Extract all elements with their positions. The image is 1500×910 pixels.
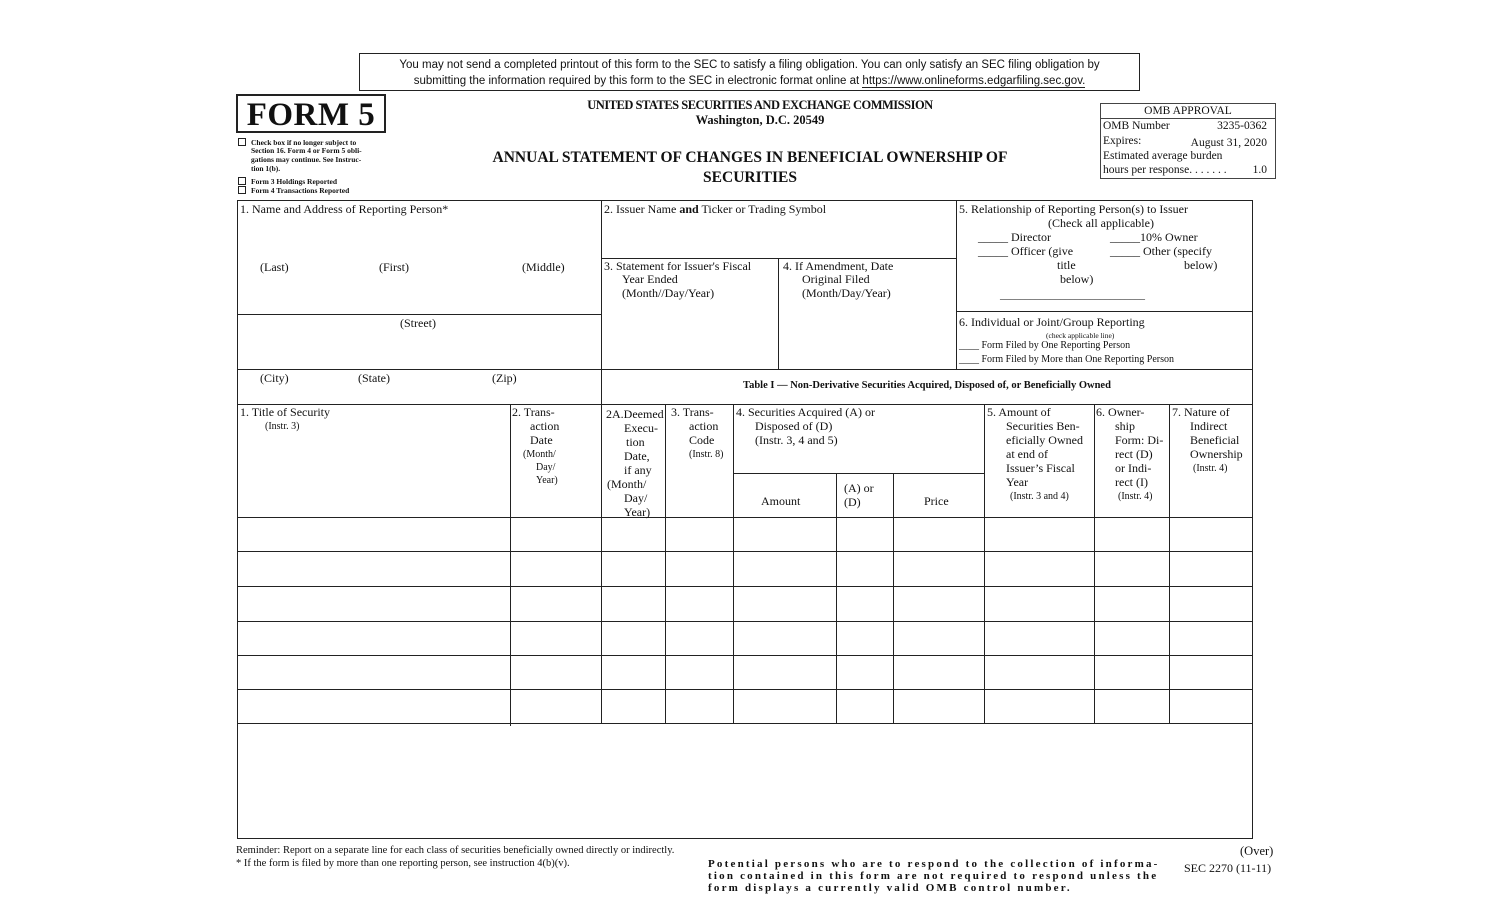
relationship-10pct-owner[interactable]: _____10% Owner (1110, 230, 1198, 244)
col6-header-1: 6. Owner- (1096, 405, 1145, 419)
divider-v-box3-box4 (778, 259, 779, 370)
checkbox-form3-holdings[interactable] (238, 177, 337, 186)
checkbox-form4-transactions[interactable] (238, 186, 349, 195)
table-row[interactable] (238, 551, 1253, 552)
omb-hours-value: 1.0 (1252, 164, 1267, 176)
col5-header-1: 5. Amount of (987, 405, 1051, 419)
name-middle-label: (Middle) (522, 260, 565, 274)
col2a-header-8: Year) (624, 505, 651, 519)
col6-header-6: rect (I) (1115, 475, 1148, 489)
notice-line-2 (360, 73, 1139, 89)
table1-title: Table I — Non-Derivative Securities Acquired, Disposed of, or Beneficially Owned (743, 380, 1111, 391)
col2a-header-2: Execu- (624, 421, 658, 435)
divider-v-col5 (984, 404, 985, 723)
potential-line-1: Potential persons who are to respond to the collection of informa- (708, 858, 1160, 870)
col7-header-5: (Instr. 4) (1193, 463, 1228, 474)
col2-header-5: Day/ (536, 462, 556, 473)
box2-title-part2: Ticker or Trading Symbol (698, 202, 827, 216)
form-grid (237, 200, 1253, 839)
col5-header-5: Issuer’s Fiscal (1006, 461, 1075, 475)
table-row[interactable] (238, 586, 1253, 587)
checkbox-label-form3: Form 3 Holdings Reported (251, 177, 338, 186)
filed-by-multiple-persons[interactable]: ____ Form Filed by More than One Reporting Person (959, 354, 1174, 365)
divider-h-col-header-bottom (238, 517, 1253, 518)
col2-header-2: action (530, 419, 560, 433)
statement-title-line-1: ANNUAL STATEMENT OF CHANGES IN BENEFICIAL OWNERSHIP OF (492, 149, 1008, 166)
col4-aord-header-2: (D) (844, 495, 861, 509)
col2a-header-7: Day/ (624, 491, 648, 505)
box2-title-part1: 2. Issuer Name (604, 202, 680, 216)
divider-v-box1-right (601, 201, 602, 723)
table-row[interactable] (238, 689, 1253, 690)
box6-title: 6. Individual or Joint/Group Reporting (959, 315, 1145, 329)
col2a-header-6: (Month/ (607, 477, 647, 491)
omb-number-label: OMB Number (1103, 120, 1170, 132)
divider-v-col2a (665, 404, 666, 723)
divider-v-box5-left (956, 201, 957, 369)
box2-title (604, 203, 826, 217)
col3-header-3: Code (689, 433, 715, 447)
name-first-label: (First) (379, 260, 409, 274)
col7-header-4: Ownership (1190, 447, 1243, 461)
street-label: (Street) (400, 316, 436, 330)
table-row[interactable] (238, 621, 1253, 622)
col3-header-1: 3. Trans- (671, 405, 714, 419)
checkbox-square-icon[interactable] (238, 138, 246, 146)
omb-hours-label: hours per response. . . . . . . (1103, 164, 1227, 176)
potential-line-2: tion contained in this form are not required to respond unless the (708, 870, 1159, 882)
divider-h-col4-sub (733, 473, 984, 474)
box4-line-1: 4. If Amendment, Date (783, 259, 894, 273)
box1-title: 1. Name and Address of Reporting Person* (240, 202, 449, 216)
col4-header-2: Disposed of (D) (755, 419, 833, 433)
checkbox-label-form4: Form 4 Transactions Reported (251, 186, 350, 195)
relationship-director[interactable]: _____ Director (978, 230, 1051, 244)
col4-price-header: Price (924, 494, 949, 508)
col5-header-7: (Instr. 3 and 4) (1010, 491, 1069, 502)
col3-header-4: (Instr. 8) (689, 449, 724, 460)
form-title: FORM 5 (236, 94, 386, 133)
col2a-header-1: 2A.Deemed (606, 407, 664, 421)
box2-title-and: and (679, 202, 699, 216)
officer-title-line[interactable]: _____________________________ (1000, 290, 1145, 301)
col6-header-5: or Indi- (1115, 461, 1152, 475)
divider-h-box5-bottom (956, 311, 1253, 312)
zip-label: (Zip) (492, 371, 517, 385)
divider-h-street-bottom (238, 369, 601, 370)
statement-title-line-2: SECURITIES (703, 169, 797, 186)
agency-header (520, 98, 1000, 128)
potential-line-3: form displays a currently valid OMB control number. (708, 882, 1072, 894)
over-label: (Over) (1240, 844, 1274, 858)
checkbox-label-1: Check box if no longer subject to (251, 138, 357, 147)
col2-header-6: Year) (536, 475, 558, 486)
col5-header-4: at end of (1006, 447, 1048, 461)
divider-v-col4-amount (836, 473, 837, 723)
box5-title: 5. Relationship of Reporting Person(s) to Issuer (959, 202, 1188, 216)
col2-header-1: 2. Trans- (512, 405, 555, 419)
name-last-label: (Last) (260, 260, 289, 274)
col7-header-2: Indirect (1190, 419, 1228, 433)
omb-expires-label: Expires: (1103, 135, 1142, 147)
relationship-other[interactable]: _____ Other (specify (1110, 244, 1212, 258)
col6-header-3: Form: Di- (1115, 433, 1164, 447)
col6-header-2: ship (1115, 419, 1136, 433)
col5-header-6: Year (1006, 475, 1029, 489)
notice-line-1: You may not send a completed printout of this form to the SEC to satisfy a filing obligation. You can only satisfy an SEC filing obligation by (399, 59, 1100, 71)
col6-header-7: (Instr. 4) (1118, 491, 1153, 502)
col2a-header-4: Date, (624, 449, 650, 463)
table-row[interactable] (238, 655, 1253, 656)
checkbox-label-line-2: Section 16. Form 4 or Form 5 obli- (251, 146, 362, 155)
agency-city: Washington, D.C. 20549 (695, 113, 825, 127)
omb-hours-row (1103, 164, 1267, 176)
omb-expires-value: August 31, 2020 (1190, 137, 1267, 149)
omb-burden-label: Estimated average burden (1103, 150, 1223, 162)
divider-v-col6 (1094, 404, 1095, 723)
box3-line-2: Year Ended (622, 272, 678, 286)
potential-persons-notice (708, 858, 1160, 894)
other-below-label: below) (1184, 258, 1218, 272)
box4-line-2: Original Filed (802, 272, 870, 286)
divider-v-col2 (510, 404, 511, 726)
footer-reminder: Reminder: Report on a separate line for each class of securities beneficially owned directly or indirectly. (236, 845, 675, 856)
table-row[interactable] (238, 723, 1253, 724)
col1-instr: (Instr. 3) (265, 421, 300, 432)
divider-v-col7 (1169, 404, 1170, 723)
col7-header-3: Beneficial (1190, 433, 1240, 447)
checkbox-label-line-3: gations may continue. See Instruc- (251, 155, 362, 164)
form-code: SEC 2270 (11-11) (1184, 861, 1272, 875)
col5-header-2: Securities Ben- (1006, 419, 1080, 433)
col4-header-1: 4. Securities Acquired (A) or (736, 405, 875, 419)
divider-v-col4-aord (893, 473, 894, 723)
relationship-officer[interactable]: _____ Officer (give (978, 244, 1074, 258)
col2a-header-3: tion (626, 435, 645, 449)
divider-h-table-title-top (601, 369, 1253, 370)
col2-header-3: Date (530, 433, 553, 447)
statement-title (430, 148, 1070, 188)
state-label: (State) (358, 371, 390, 385)
box4-line-3: (Month/Day/Year) (802, 286, 891, 300)
col3-header-2: action (689, 419, 719, 433)
notice-line-2-text: submitting the information required by this form to the SEC in electronic format online at (413, 75, 863, 87)
omb-number-row (1103, 120, 1267, 132)
checkbox-square-icon[interactable] (238, 177, 246, 185)
officer-title-label: title (1057, 258, 1076, 272)
omb-approval-box (1100, 103, 1276, 179)
box3-line-3: (Month//Day/Year) (622, 286, 715, 300)
agency-name: UNITED STATES SECURITIES AND EXCHANGE COMMISSION (587, 98, 933, 112)
checkbox-square-icon[interactable] (238, 186, 246, 194)
col2a-header-5: if any (624, 463, 652, 477)
col4-aord-header-1: (A) or (844, 481, 874, 495)
city-label: (City) (260, 371, 289, 385)
footer-note: * If the form is filed by more than one reporting person, see instruction 4(b)(v). (236, 858, 570, 869)
col4-header-3: (Instr. 3, 4 and 5) (755, 433, 838, 447)
officer-below-label: below) (1060, 272, 1094, 286)
box5-check-all: (Check all applicable) (1048, 216, 1154, 230)
col6-header-4: rect (D) (1115, 447, 1153, 461)
omb-header: OMB APPROVAL (1101, 104, 1275, 119)
box6-subtitle: (check applicable line) (1046, 331, 1115, 340)
electronic-filing-notice (359, 53, 1140, 91)
checkbox-label-line-4: tion 1(b). (251, 164, 281, 173)
col7-header-1: 7. Nature of (1172, 405, 1230, 419)
col2-header-4: (Month/ (523, 449, 556, 460)
edgar-url-link[interactable]: https://www.onlineforms.edgarfiling.sec.gov. (862, 75, 1086, 87)
col5-header-3: eficially Owned (1006, 433, 1083, 447)
filed-by-one-person[interactable]: ____ Form Filed by One Reporting Person (959, 340, 1131, 351)
omb-number-value: 3235-0362 (1217, 120, 1267, 132)
omb-expires-row (1103, 135, 1267, 147)
divider-v-col3 (733, 404, 734, 723)
col4-amount-header: Amount (761, 494, 801, 508)
divider-h-name-bottom (238, 314, 601, 315)
col1-header: 1. Title of Security (240, 405, 331, 419)
box3-line-1: 3. Statement for Issuer's Fiscal (604, 259, 752, 273)
